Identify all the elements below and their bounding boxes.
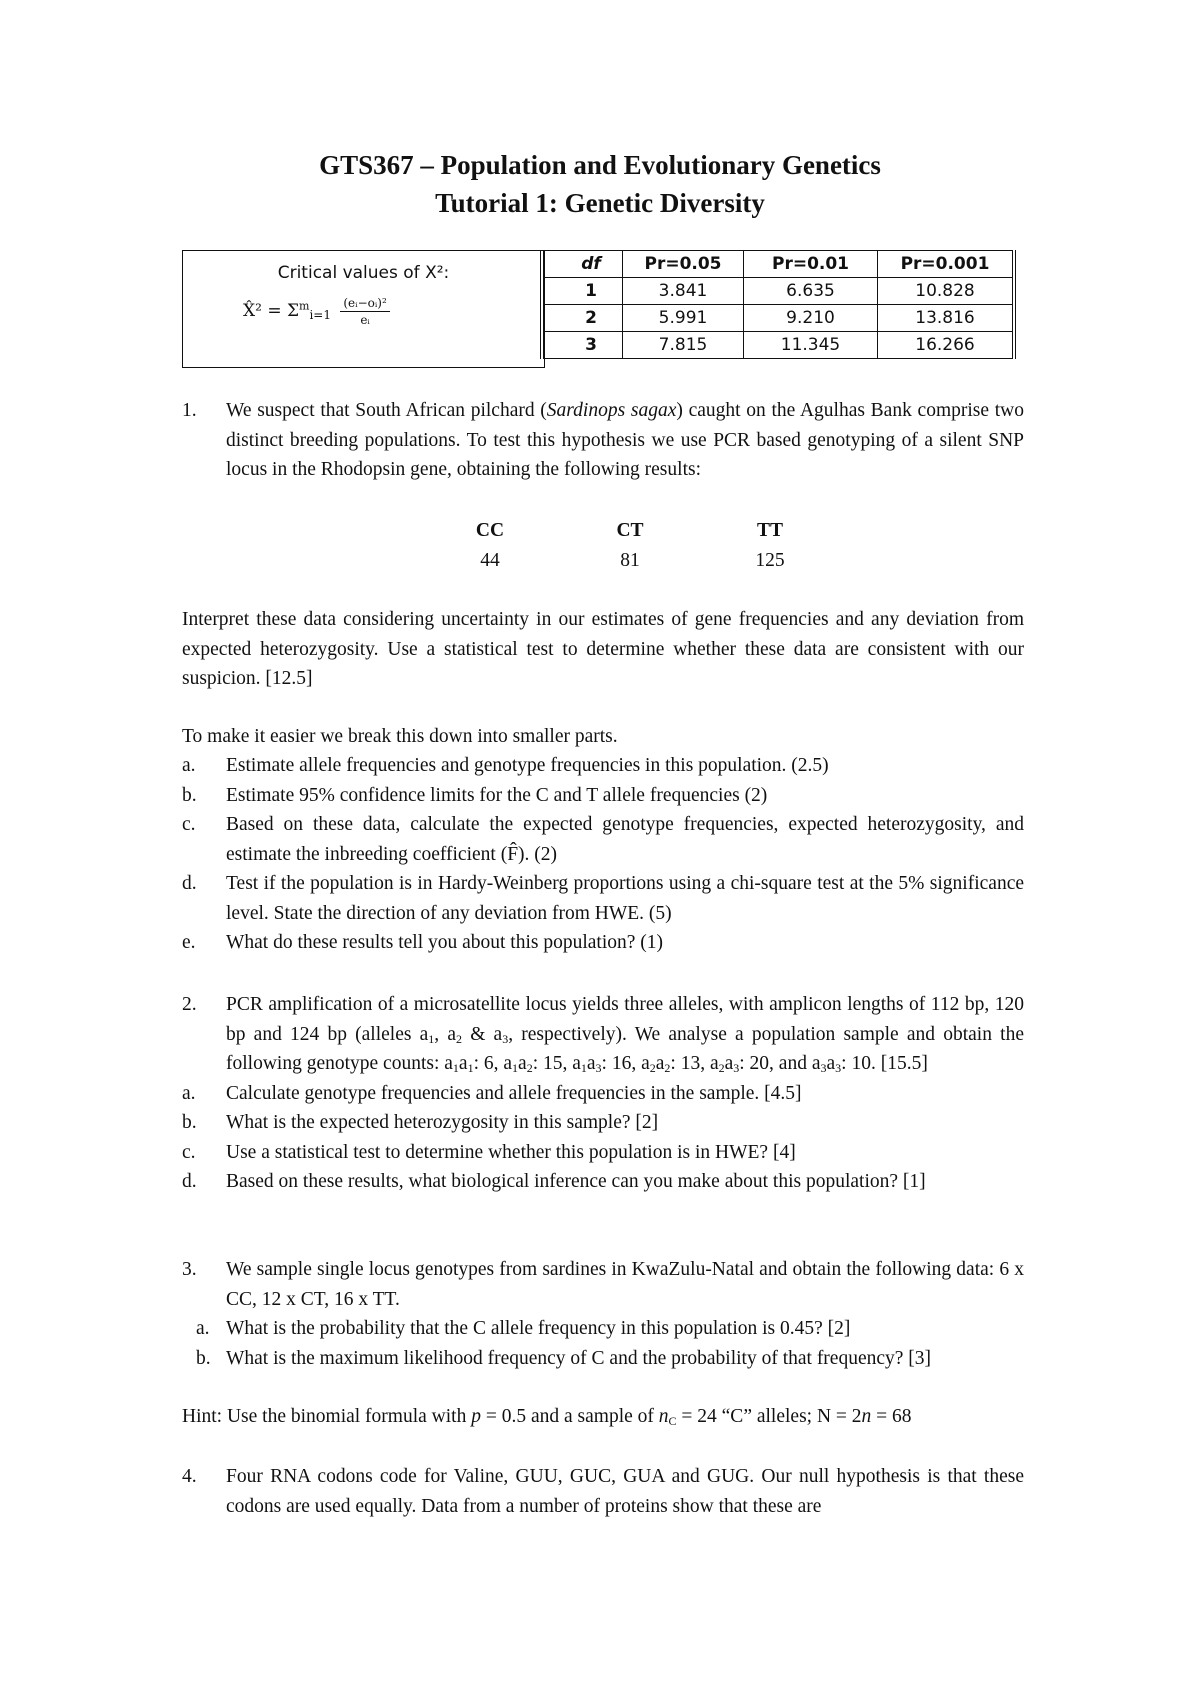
q2-text: : 6, a <box>473 1053 513 1074</box>
q2-sub: 2 <box>718 1061 725 1075</box>
table-cell: 16.266 <box>878 332 1015 359</box>
q2-text: & a <box>462 1023 503 1045</box>
genotype-label: TT <box>756 520 783 541</box>
table-cell: 6.635 <box>744 278 878 305</box>
genotype-header-row <box>420 516 840 546</box>
table-cell: 10.828 <box>878 278 1015 305</box>
q2-text: a <box>655 1053 665 1074</box>
question-1-intro <box>182 396 1024 485</box>
item-text: Use a statistical test to determine whether this population is in HWE? [4] <box>226 1141 796 1163</box>
hint-sub: C <box>668 1414 677 1428</box>
question-4 <box>182 1462 1024 1521</box>
genotype-count: 81 <box>620 550 640 571</box>
list-item <box>182 869 1024 928</box>
item-letter: a. <box>182 755 196 776</box>
critical-values-label: Critical values of X²: <box>277 263 450 283</box>
q2-text: : 13, a <box>670 1053 719 1074</box>
question-2-stem <box>182 990 1024 1079</box>
q1-text-a: We suspect that South African pilchard ( <box>226 400 547 421</box>
genotype-count-table <box>420 516 840 576</box>
item-letter: b. <box>196 1347 211 1369</box>
q2-text: a <box>518 1053 527 1074</box>
q2-text: , respectively). We analyse a population sample and obtain the following genotype counts: a <box>226 1023 1024 1074</box>
q1-interpret: Interpret these data considering uncertainty in our estimates of gene frequencies and any deviation from expected heterozygosity. Use a statistical test to determine whether these data are consistent with our suspicion. [12.5] <box>182 609 1024 689</box>
q3-text: We sample single locus genotypes from sardines in KwaZulu-Natal and obtain the following data: 6 x CC, 12 x CT, 16 x TT. <box>226 1259 1024 1310</box>
list-item <box>182 1108 1024 1138</box>
q2-text: , a <box>434 1023 457 1045</box>
hint-var: n <box>658 1406 669 1427</box>
item-letter: d. <box>182 1171 197 1192</box>
q4-text: Four RNA codons code for Valine, GUU, GUC, GUA and GUG. Our null hypothesis is that these codons are used equally. Data from a number of proteins show that these are <box>226 1466 1024 1517</box>
list-item <box>182 1344 1024 1374</box>
item-text: Based on these data, calculate the expected genotype frequencies, expected heterozygosity, and estimate the inbreeding coefficient (F̂). (2) <box>226 814 1024 865</box>
genotype-count: 125 <box>755 550 785 571</box>
question-4-stem <box>182 1462 1024 1521</box>
list-item <box>182 1138 1024 1168</box>
table-header-row <box>542 251 1014 278</box>
formula-lhs: X̂² = Σ <box>243 301 299 321</box>
question-1 <box>182 396 1024 485</box>
formula-limits: i=1 <box>309 308 331 322</box>
table-row <box>542 305 1014 332</box>
critical-values-formula-box <box>182 250 545 368</box>
list-item <box>182 781 1024 811</box>
list-item <box>182 1314 1024 1344</box>
species-name: Sardinops sagax <box>546 400 677 421</box>
list-item <box>182 1167 1024 1197</box>
q2-sub: 3 <box>502 1031 509 1046</box>
q2-text: a <box>724 1053 734 1074</box>
header-p001: Pr=0.001 <box>878 251 1015 278</box>
table-cell: 3.841 <box>623 278 744 305</box>
question-number: 2. <box>182 994 197 1015</box>
q1-text-b: ) caught on the Agulhas Bank comprise two distinct breeding populations. To test this hypothesis we use PCR based genotyping of a silent SNP locus in the Rhodopsin gene, obtaining the following results: <box>226 400 1024 480</box>
q2-text: PCR amplification of a microsatellite locus yields three alleles, with amplicon lengths of 112 bp, 120 bp and 124 bp (alleles a <box>226 994 1024 1045</box>
item-text: Estimate 95% confidence limits for the C and T allele frequencies (2) <box>226 784 768 806</box>
q2-sub: 2 <box>526 1061 533 1075</box>
item-text: Test if the population is in Hardy-Weinberg proportions using a chi-square test at the 5% significance level. State the direction of any deviation from HWE. (5) <box>226 873 1024 924</box>
q2-text: : 20, and a <box>739 1053 821 1074</box>
q2-sub: 2 <box>649 1061 656 1075</box>
item-letter: a. <box>182 1082 196 1104</box>
item-text: What is the expected heterozygosity in this sample? [2] <box>226 1112 659 1133</box>
q2-text: : 10. [15.5] <box>841 1053 928 1074</box>
item-letter: b. <box>182 784 197 806</box>
item-letter: c. <box>182 1141 196 1163</box>
q2-sub: 1 <box>452 1061 459 1075</box>
q2-text: a <box>826 1053 836 1074</box>
item-text: Based on these results, what biological inference can you make about this population? [1] <box>226 1171 926 1192</box>
hint-var: p <box>471 1406 481 1427</box>
critical-values-table <box>540 250 1016 359</box>
question-number: 3. <box>182 1259 197 1280</box>
q3-hint <box>182 1402 1024 1432</box>
genotype-label: CC <box>475 520 505 541</box>
list-item <box>182 1079 1024 1109</box>
item-letter: d. <box>182 873 197 894</box>
hint-text: = 68 <box>871 1406 912 1427</box>
item-letter: c. <box>182 814 196 835</box>
q2-text: : 15, a <box>532 1053 581 1074</box>
item-text: Estimate allele frequencies and genotype frequencies in this population. (2.5) <box>226 755 829 776</box>
table-row <box>542 332 1014 359</box>
genotype-count-row <box>420 546 840 576</box>
q2-text: a <box>458 1053 468 1074</box>
genotype-label: CT <box>616 520 644 541</box>
list-item <box>182 928 1024 958</box>
question-number: 1. <box>182 400 197 421</box>
q2-sub: 3 <box>733 1061 740 1075</box>
question-number: 4. <box>182 1466 197 1487</box>
page-title: GTS367 – Population and Evolutionary Genetics <box>319 150 881 180</box>
question-1-body <box>182 605 1024 958</box>
table-cell: 9.210 <box>744 305 878 332</box>
table-row <box>542 278 1014 305</box>
hint-text: Hint: Use the binomial formula with <box>182 1406 472 1427</box>
table-cell: 3 <box>542 332 623 359</box>
formula-denominator: eᵢ <box>360 313 370 327</box>
critical-values-box <box>182 250 1192 368</box>
title-block <box>0 146 1200 222</box>
q2-sub: 3 <box>820 1061 827 1075</box>
header-p01: Pr=0.01 <box>744 251 878 278</box>
header-p05: Pr=0.05 <box>623 251 744 278</box>
item-letter: b. <box>182 1112 197 1133</box>
table-cell: 5.991 <box>623 305 744 332</box>
table-cell: 13.816 <box>878 305 1015 332</box>
formula-fraction <box>340 296 389 327</box>
item-text: What is the probability that the C allele frequency in this population is 0.45? [2] <box>226 1318 851 1339</box>
q2-sub: 1 <box>467 1061 474 1075</box>
table-cell: 1 <box>542 278 623 305</box>
item-letter: a. <box>196 1318 210 1339</box>
table-cell: 7.815 <box>623 332 744 359</box>
q1-intro: To make it easier we break this down into smaller parts. <box>182 725 618 747</box>
page-subtitle: Tutorial 1: Genetic Diversity <box>435 188 765 218</box>
formula-numerator: (eᵢ−oᵢ)² <box>340 296 389 312</box>
question-3-stem <box>182 1255 1024 1314</box>
question-3 <box>182 1255 1024 1432</box>
formula-upper: m <box>299 299 310 313</box>
hint-text: = 24 “C” alleles; N = 2 <box>676 1406 862 1427</box>
header-df: df <box>542 251 623 278</box>
list-item <box>182 751 1024 781</box>
hint-text: = 0.5 and a sample of <box>480 1406 659 1427</box>
q2-sub: 1 <box>580 1061 587 1075</box>
genotype-count: 44 <box>480 550 500 571</box>
q2-text: : 16, a <box>601 1053 650 1074</box>
q2-sub: 3 <box>835 1061 842 1075</box>
item-letter: e. <box>182 932 196 953</box>
hint-var: n <box>861 1406 872 1427</box>
item-text: Calculate genotype frequencies and allele frequencies in the sample. [4.5] <box>226 1082 802 1104</box>
list-item <box>182 810 1024 869</box>
q2-sub: 2 <box>456 1031 463 1046</box>
chi-square-formula <box>243 296 390 327</box>
question-2 <box>182 990 1024 1197</box>
table-cell: 2 <box>542 305 623 332</box>
q2-sub: 1 <box>428 1031 435 1046</box>
q2-sub: 2 <box>664 1061 671 1075</box>
table-cell: 11.345 <box>744 332 878 359</box>
q2-sub: 1 <box>512 1061 519 1075</box>
item-text: What do these results tell you about this population? (1) <box>226 932 664 953</box>
q2-sub: 3 <box>595 1061 602 1075</box>
item-text: What is the maximum likelihood frequency of C and the probability of that frequency? [3] <box>226 1347 932 1369</box>
q2-text: a <box>586 1053 596 1074</box>
